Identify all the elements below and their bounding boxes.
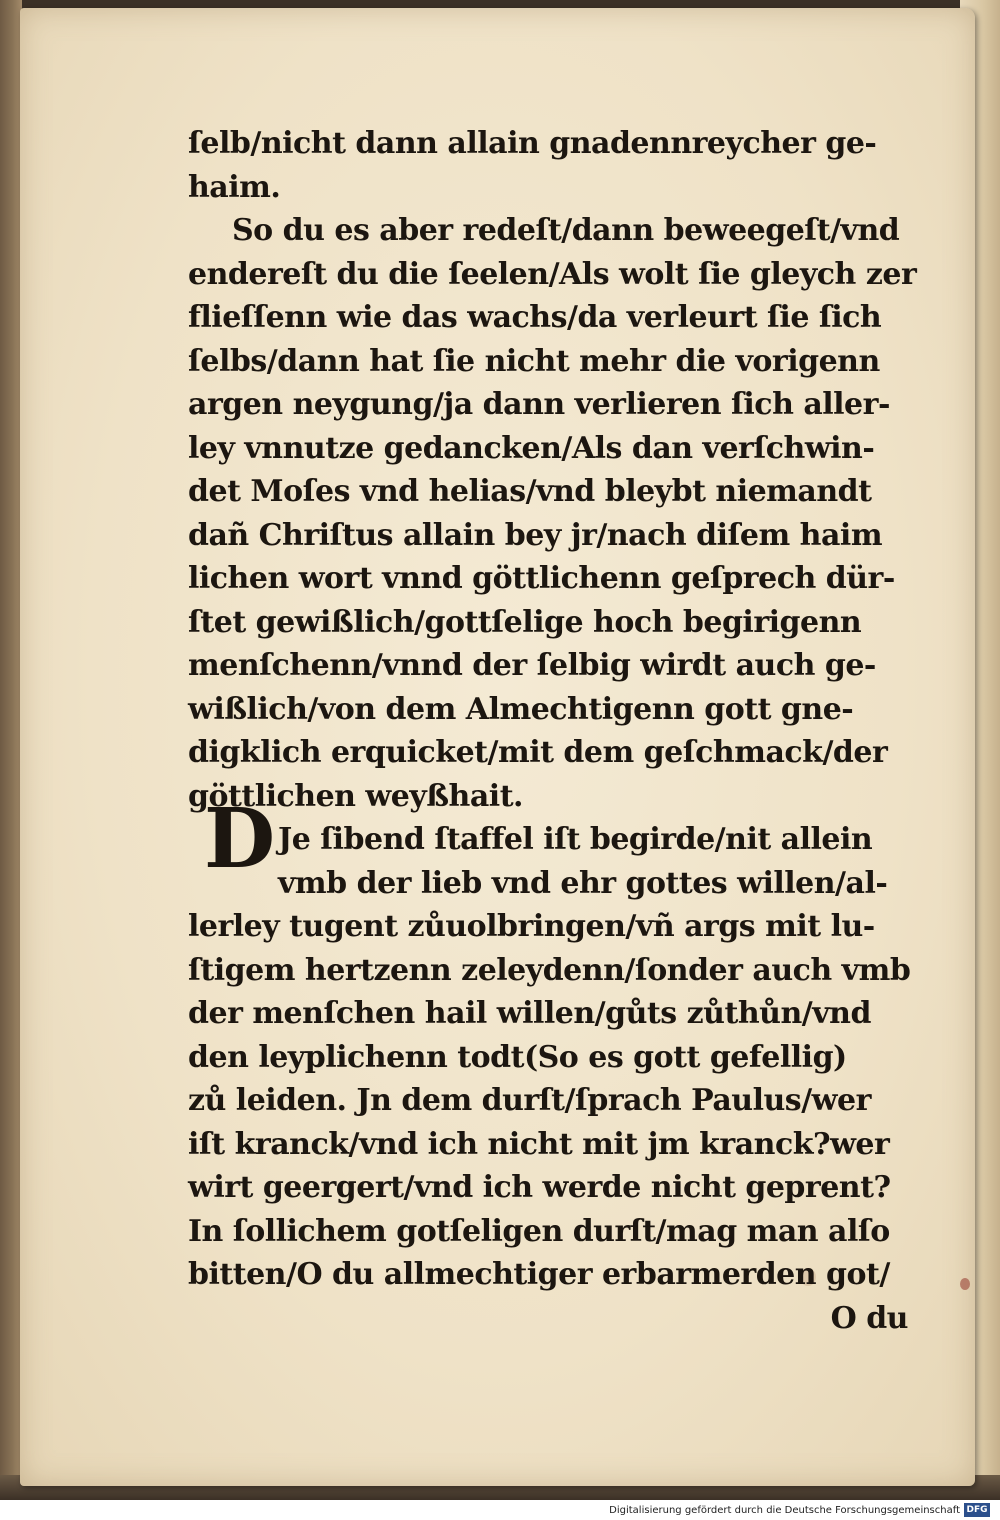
text-line: So du es aber redeſt/dann beweegeſt/vnd bbox=[232, 213, 900, 248]
catchword: O du bbox=[830, 1300, 908, 1336]
red-spot bbox=[960, 1278, 970, 1290]
text-line: digklich erquicket/mit dem geſchmack/der bbox=[188, 735, 888, 770]
text-line: lerley tugent zůuolbringen/vñ args mit lu- bbox=[188, 909, 875, 944]
text-line: dañ Chriſtus allain bey jr/nach diſem haim bbox=[188, 517, 883, 553]
page-text bbox=[188, 122, 918, 1340]
dfg-logo-icon: DFG bbox=[964, 1503, 990, 1517]
text-line: ſtigem hertzenn zeleydenn/ſonder auch vmb bbox=[188, 952, 911, 988]
text-line: ſelbs/dann hat ſie nicht mehr die vorigenn bbox=[188, 343, 880, 379]
funding-credit: Digitalisierung gefördert durch die Deutsche Forschungsgemeinschaft bbox=[609, 1505, 960, 1516]
text-line: der menſchen hail willen/gůts zůthůn/vnd bbox=[188, 996, 871, 1031]
text-line: menſchenn/vnnd der ſelbig wirdt auch ge- bbox=[188, 648, 876, 683]
text-line: haim. bbox=[188, 169, 281, 205]
text-line: In ſollichem gotſeligen durſt/mag man alſo bbox=[188, 1213, 890, 1249]
text-line: Je ſibend ſtaffel iſt begirde/nit allein bbox=[278, 822, 873, 857]
text-line: endereſt du die ſeelen/Als wolt ſie gleych zer bbox=[188, 256, 917, 292]
text-line: iſt kranck/vnd ich nicht mit jm kranck?wer bbox=[188, 1126, 890, 1162]
text-line: wirt geergert/vnd ich werde nicht geprent? bbox=[188, 1170, 891, 1205]
footer-bar bbox=[0, 1500, 1000, 1520]
text-line: den leyplichenn todt(So es gott gefellig) bbox=[188, 1039, 847, 1075]
text-line: vmb der lieb vnd ehr gottes willen/al- bbox=[278, 865, 888, 901]
text-line: flieſſenn wie das wachs/da verleurt ſie ſich bbox=[188, 300, 882, 335]
text-line: det Moſes vnd helias/vnd bleybt niemandt bbox=[188, 474, 872, 509]
text-line: zů leiden. Jn dem durſt/ſprach Paulus/wer bbox=[188, 1083, 871, 1118]
text-line: lichen wort vnnd göttlichenn geſprech dür- bbox=[188, 561, 895, 596]
text-line: göttlichen weyßhait. bbox=[188, 778, 523, 814]
text-line: ſtet gewißlich/gottſelige hoch begirigenn bbox=[188, 604, 862, 640]
text-line: argen neygung/ja dann verlieren ſich aller- bbox=[188, 387, 890, 422]
text-line: ſelb/nicht dann allain gnadennreycher ge- bbox=[188, 126, 877, 161]
text-line: bitten/O du allmechtiger erbarmerden got/ bbox=[188, 1257, 890, 1292]
book-left-edge bbox=[0, 0, 22, 1500]
drop-cap-initial: D bbox=[204, 791, 276, 887]
text-line: wißlich/von dem Almechtigenn gott gne- bbox=[188, 691, 854, 727]
text-line: ley vnnutze gedancken/Als dan verſchwin- bbox=[188, 430, 875, 466]
